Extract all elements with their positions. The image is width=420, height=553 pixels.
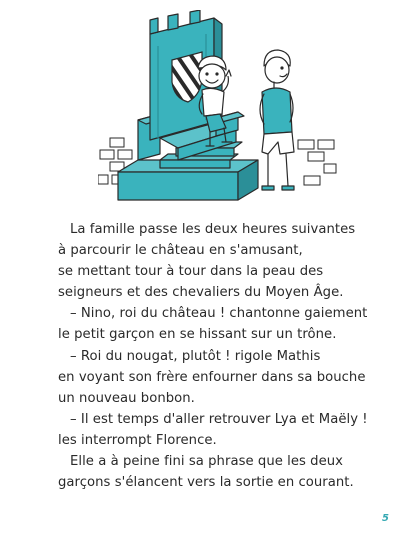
story-line: se mettant tour à tour dans la peau des <box>58 264 324 280</box>
story-line: – Roi du nougat, plutôt ! rigole Mathis <box>70 348 321 364</box>
story-line: en voyant son frère enfourner dans sa bouche <box>58 369 366 385</box>
throne-illustration <box>98 10 338 206</box>
story-text <box>58 219 378 493</box>
standing-brother <box>260 50 294 190</box>
story-line: Elle a à peine fini sa phrase que les deux <box>70 454 344 470</box>
throne <box>118 10 258 200</box>
story-line: les interrompt Florence. <box>58 432 217 448</box>
story-line: – Il est temps d'aller retrouver Lya et Maëly ! <box>70 411 368 427</box>
story-line: le petit garçon en se hissant sur un trône. <box>58 327 337 343</box>
right-wall-bricks <box>298 140 336 185</box>
story-line: – Nino, roi du château ! chantonne gaiement <box>70 306 368 322</box>
story-line: à parcourir le château en s'amusant, <box>58 243 303 259</box>
story-line: seigneurs et des chevaliers du Moyen Âge. <box>58 285 344 301</box>
story-line: garçons s'élancent vers la sortie en courant. <box>58 475 354 491</box>
story-line: un nouveau bonbon. <box>58 390 195 406</box>
story-line: La famille passe les deux heures suivantes <box>70 222 356 237</box>
page-number: 5 <box>382 513 389 524</box>
